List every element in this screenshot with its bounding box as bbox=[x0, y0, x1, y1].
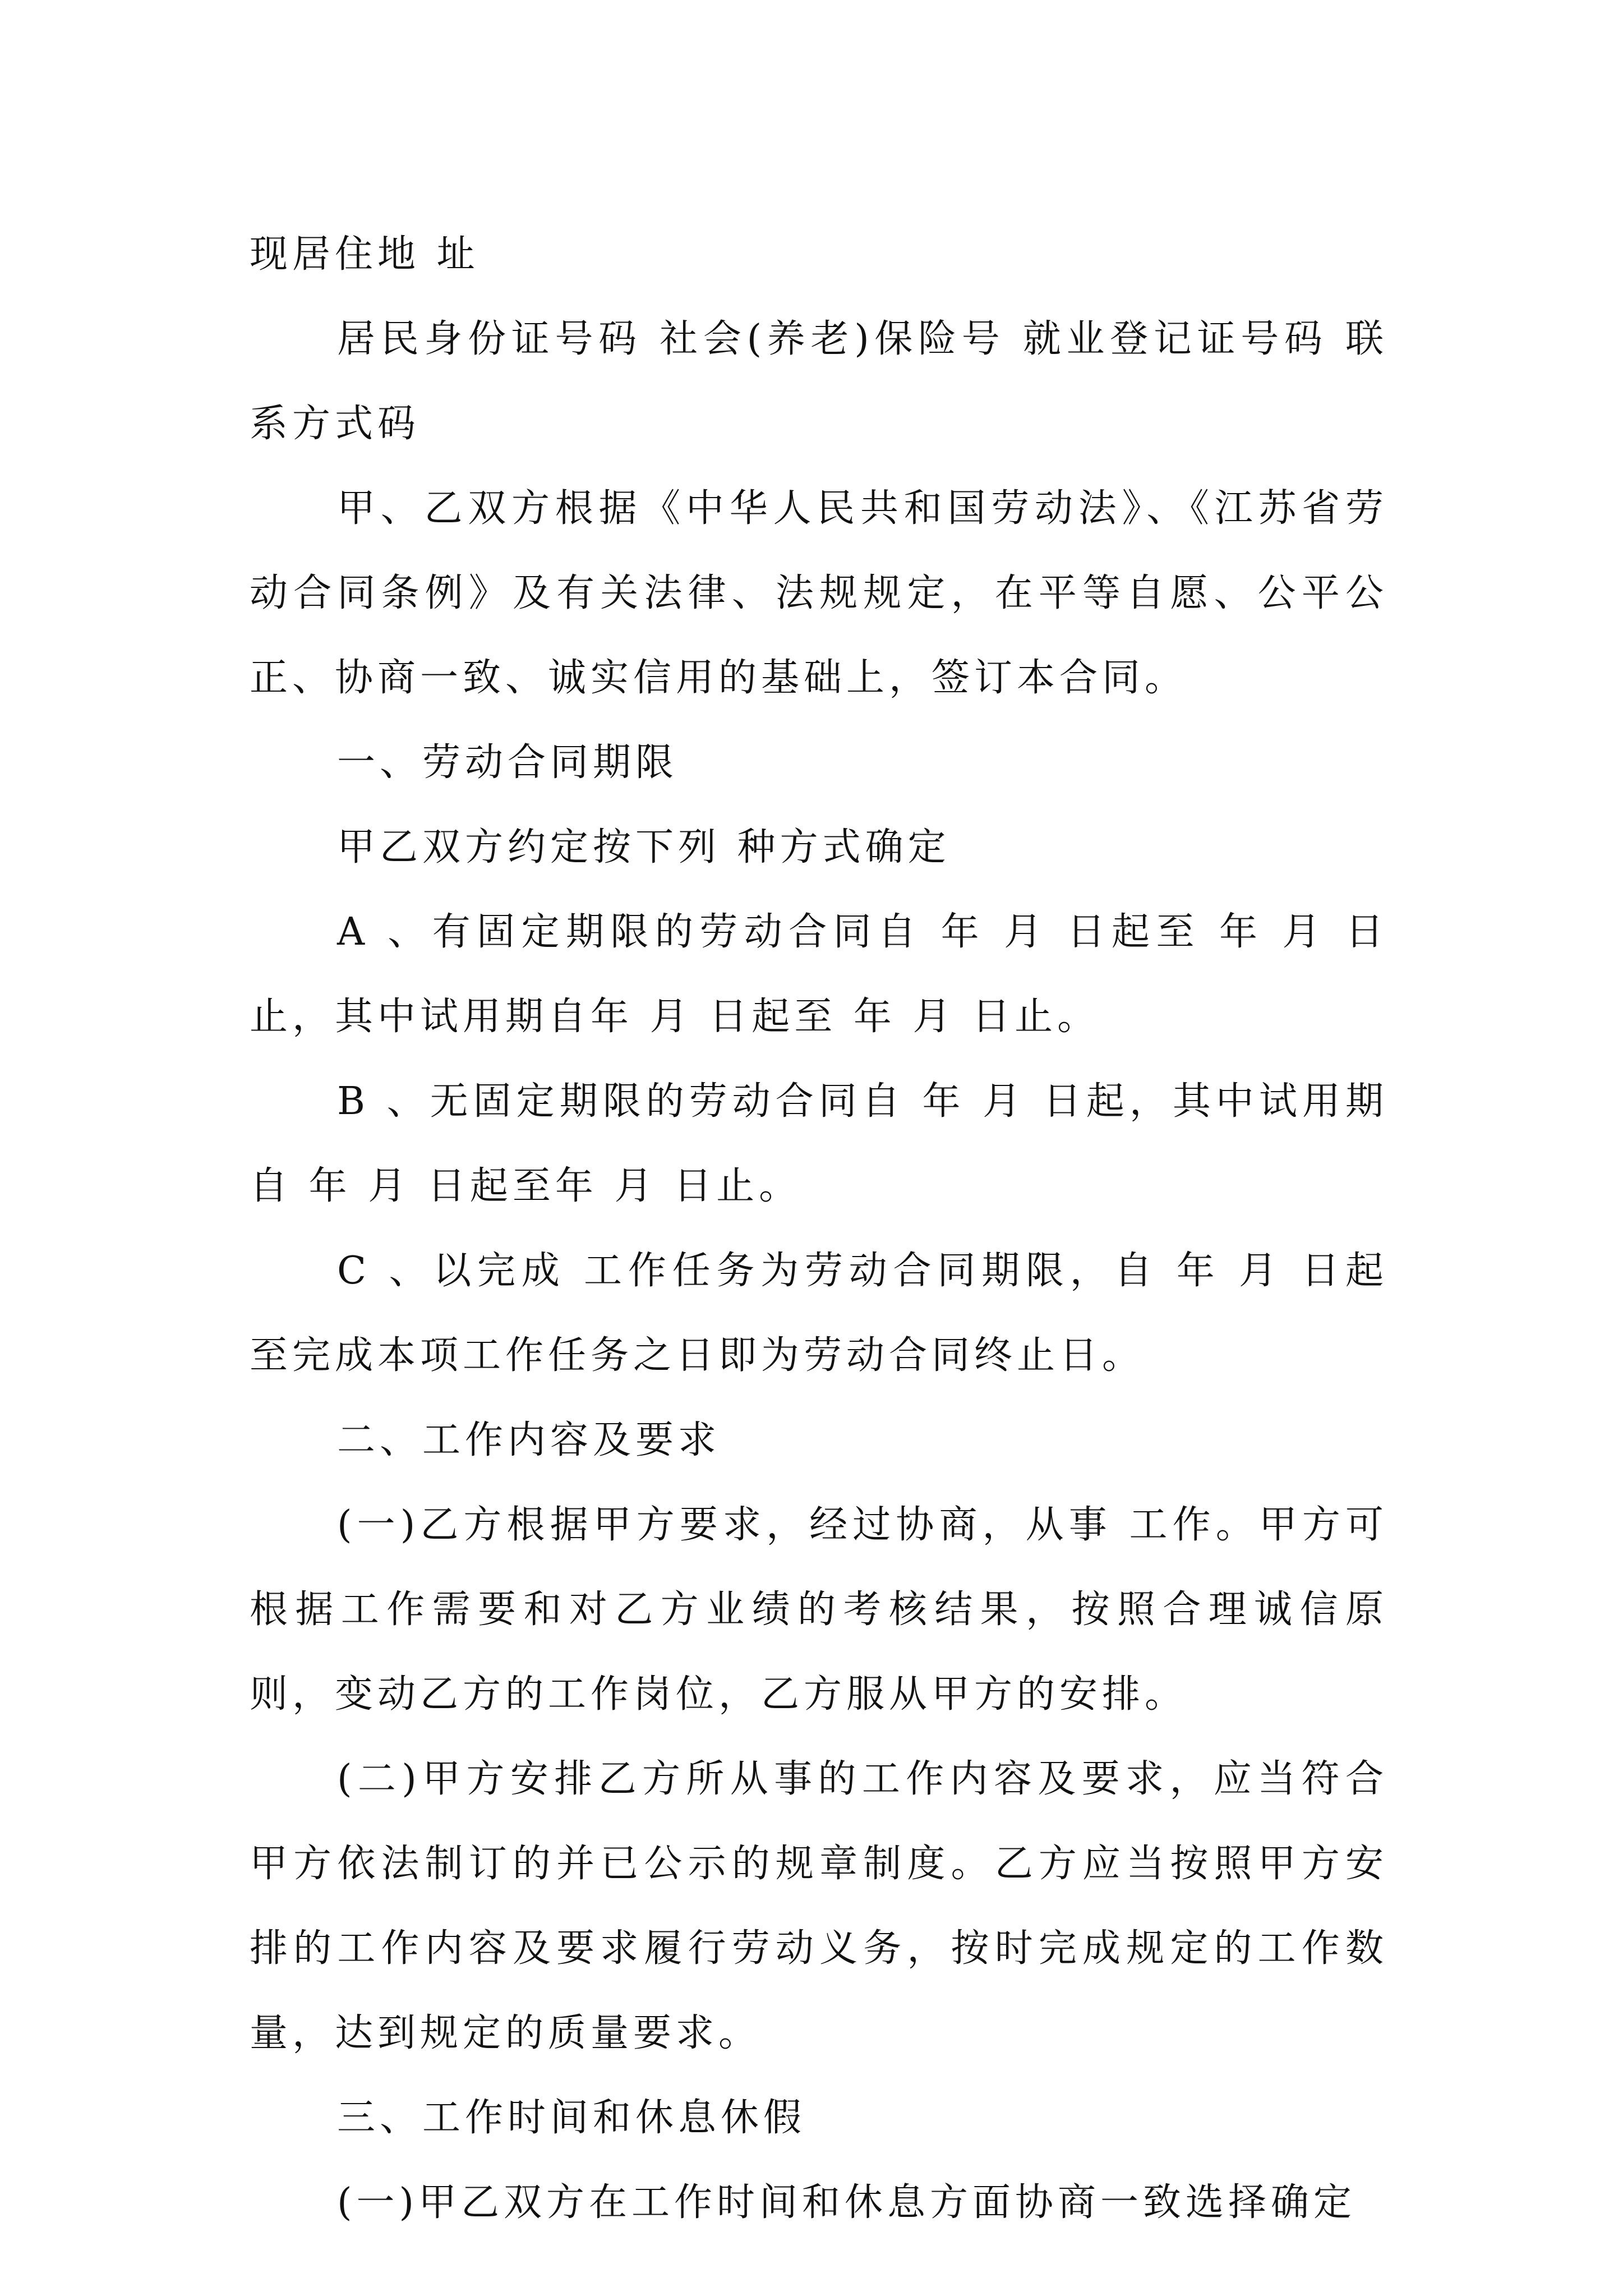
paragraph-term-method: 甲乙双方约定按下列 种方式确定 bbox=[337, 825, 951, 869]
section-heading-contract-term: 一、劳动合同期限 bbox=[337, 740, 679, 785]
section-heading-work-content: 二、工作内容及要求 bbox=[337, 1418, 721, 1462]
paragraph-address: 现居住地 址 bbox=[250, 232, 479, 277]
paragraph-id-numbers: 居民身份证号码 社会(养老)保险号 就业登记证号码 联系方式码 bbox=[250, 317, 1388, 446]
paragraph-work-content-1: (一)乙方根据甲方要求，经过协商，从事 工作。甲方可根据工作需要和对乙方业绩的考核结果，按照合理诚信原则，变动乙方的工作岗位，乙方服从甲方的安排。 bbox=[250, 1503, 1388, 1717]
paragraph-option-c: C 、以完成 工作任务为劳动合同期限，自 年 月 日起至完成本项工作任务之日即为劳动合同终止日。 bbox=[250, 1249, 1388, 1378]
paragraph-option-b: B 、无固定期限的劳动合同自 年 月 日起，其中试用期自 年 月 日起至年 月 日止。 bbox=[250, 1079, 1388, 1208]
paragraph-preamble: 甲、乙双方根据《中华人民共和国劳动法》、《江苏省劳动合同条例》及有关法律、法规规定，在平等自愿、公平公正、协商一致、诚实信用的基础上，签订本合同。 bbox=[250, 486, 1388, 700]
paragraph-option-a: A 、有固定期限的劳动合同自 年 月 日起至 年 月 日止，其中试用期自年 月 日起至 年 月 日止。 bbox=[250, 910, 1388, 1039]
paragraph-work-content-2: (二)甲方安排乙方所从事的工作内容及要求，应当符合甲方依法制订的并已公示的规章制度。乙方应当按照甲方安排的工作内容及要求履行劳动义务，按时完成规定的工作数量，达到规定的质量要求。 bbox=[250, 1757, 1388, 2055]
document-body bbox=[250, 212, 1388, 2245]
paragraph-work-hours-1: (一)甲乙双方在工作时间和休息方面协商一致选择确定 bbox=[337, 2180, 1357, 2225]
section-heading-work-hours: 三、工作时间和休息休假 bbox=[337, 2096, 806, 2140]
